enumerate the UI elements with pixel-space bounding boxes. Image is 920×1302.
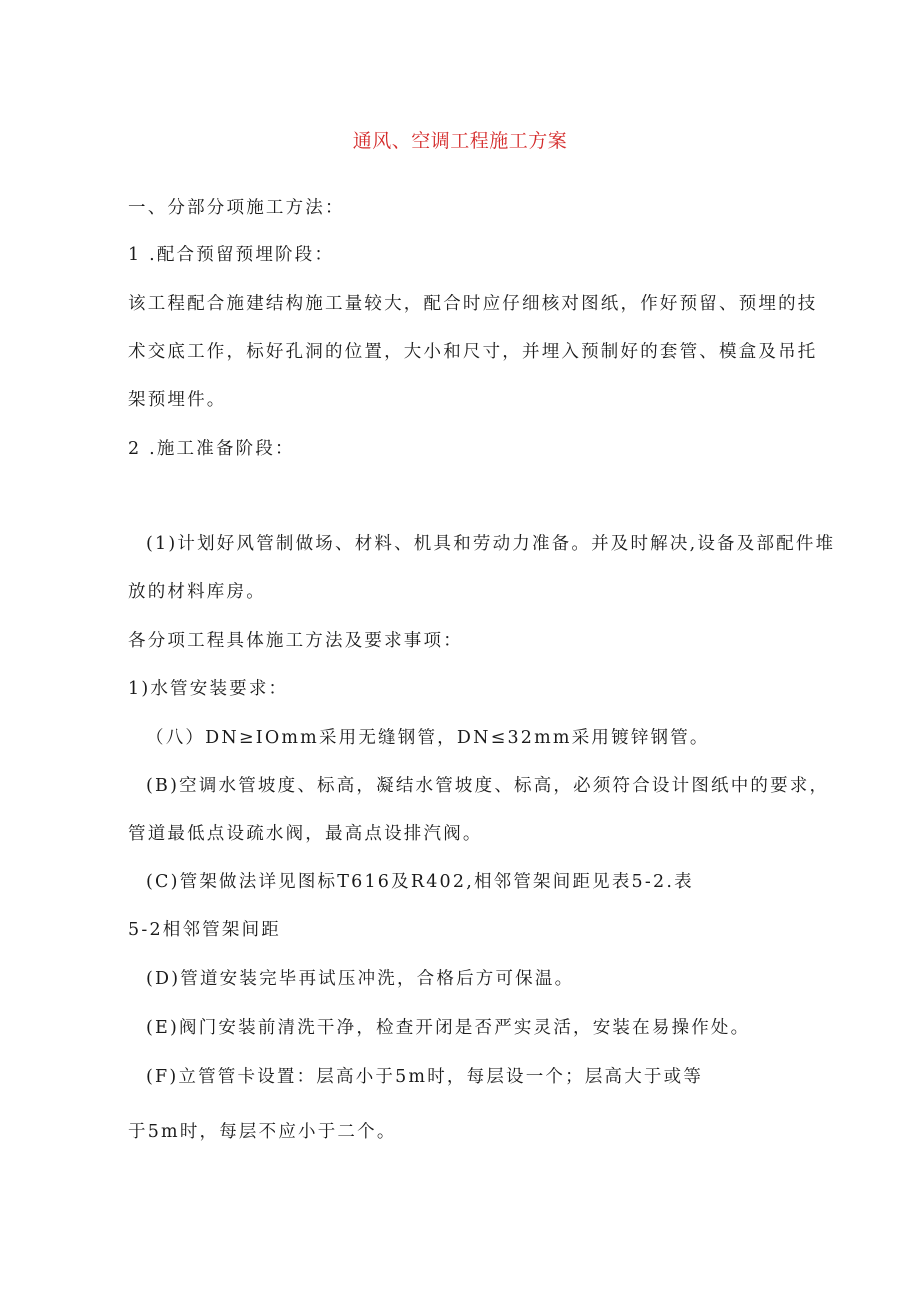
section-heading-construction-methods: 一、分部分项施工方法： (128, 198, 345, 218)
paragraph-line: 术交底工作，标好孔洞的位置，大小和尺寸，并埋入预制好的套管、模盒及吊托 (128, 342, 818, 362)
table-caption: 5-2相邻管架间距 (128, 920, 281, 940)
document-title: 通风、空调工程施工方案 (352, 130, 568, 152)
list-item-f-continued: 于5m时，每层不应小于二个。 (128, 1122, 397, 1142)
list-item-a: （八）DN≥IOmm采用无缝钢管，DN≤32mm采用镀锌钢管。 (146, 728, 710, 748)
paragraph-line: 架预埋件。 (128, 390, 227, 410)
paragraph-line: 该工程配合施建结构施工量较大，配合时应仔细核对图纸，作好预留、预埋的技 (128, 294, 818, 314)
list-item-b: (B)空调水管坡度、标高，凝结水管坡度、标高，必须符合设计图纸中的要求， (146, 776, 830, 796)
paragraph-line: 放的材料库房。 (128, 582, 266, 602)
paragraph-heading-water-pipe: 1)水管安装要求： (128, 679, 289, 699)
list-item-f: (F)立管管卡设置：层高小于5m时，每层设一个；层高大于或等 (146, 1067, 704, 1087)
list-item-c: (C)管架做法详见图标T616及R402,相邻管架间距见表5-2.表 (146, 872, 694, 892)
paragraph-line: (1)计划好风管制做场、材料、机具和劳动力准备。并及时解决,设备及部配件堆 (146, 534, 836, 554)
list-item-b-continued: 管道最低点设疏水阀，最高点设排汽阀。 (128, 824, 483, 844)
list-item-e: (E)阀门安装前清洗干净，检查开闭是否严实灵活，安装在易操作处。 (146, 1018, 751, 1038)
list-item-d: (D)管道安装完毕再试压冲洗，合格后方可保温。 (146, 969, 575, 989)
subsection-heading-reservation-stage: 1 .配合预留预埋阶段： (128, 245, 335, 265)
paragraph-heading-subitem-methods: 各分项工程具体施工方法及要求事项： (128, 631, 463, 651)
subsection-heading-preparation-stage: 2 .施工准备阶段： (128, 439, 295, 459)
